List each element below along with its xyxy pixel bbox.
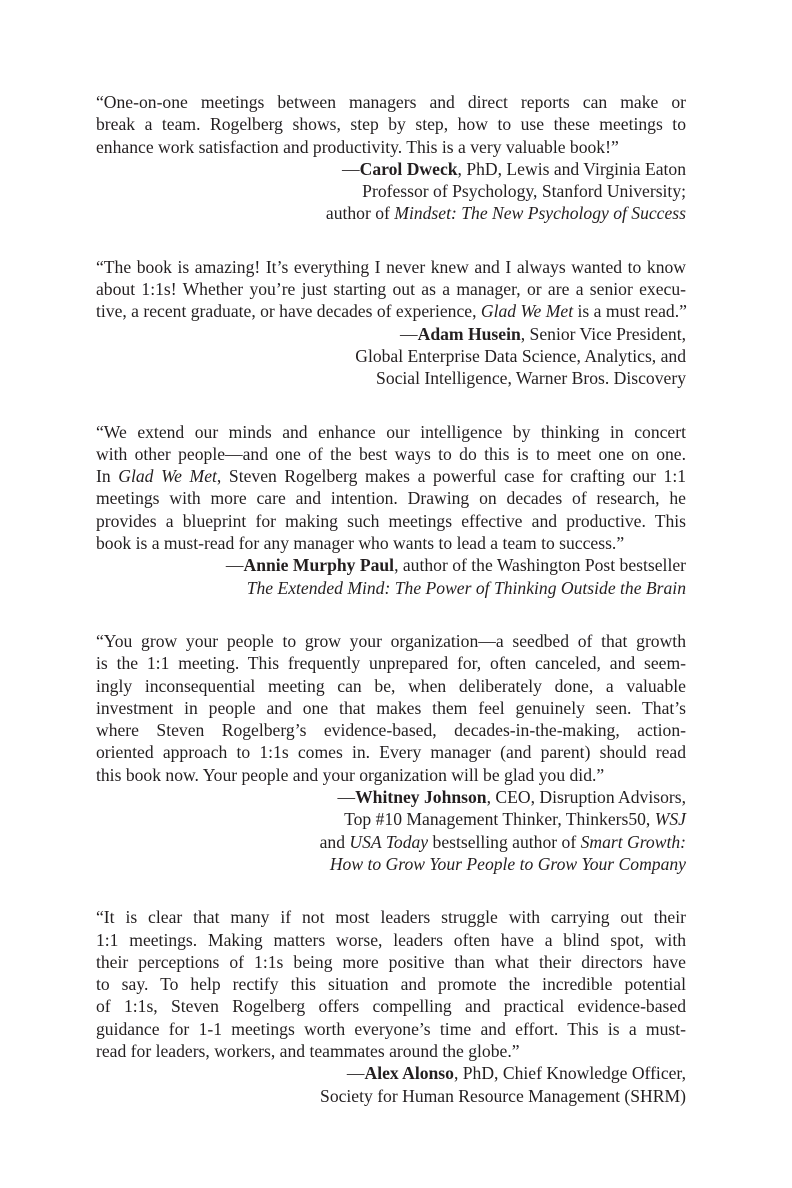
text-segment: , PhD, Chief Knowledge Officer, (453, 1063, 686, 1084)
quote-line: enhance work satisfaction and productivity. This is a very valuable book!” (96, 136, 619, 157)
text-segment: Social Intelligence, Warner Bros. Discovery (376, 368, 686, 389)
endorsements-page (96, 91, 686, 1138)
quote-line: “You grow your people to grow your organization—a seedbed of that growth (96, 630, 686, 651)
quote-line: “It is clear that many if not most leaders struggle with carrying out their (96, 907, 686, 928)
author-name: Annie Murphy Paul (243, 555, 395, 576)
endorsement-blurb (96, 906, 686, 1107)
quote-line: provides a blueprint for making such meetings effective and productive. This (96, 510, 686, 531)
quote-line: investment in people and one that makes them feel genuinely seen. That’s (96, 697, 686, 718)
attribution-line (96, 831, 686, 853)
text-segment: In (96, 466, 119, 487)
attribution-line (96, 853, 686, 875)
text-segment: — (337, 787, 356, 808)
quote-line: where Steven Rogelberg’s evidence-based, decades-in-the-making, action- (96, 720, 686, 741)
quote-line: break a team. Rogelberg shows, step by step, how to use these meetings to (96, 114, 686, 135)
text-segment: Global Enterprise Data Science, Analytics, and (355, 345, 686, 366)
text-segment: — (400, 323, 418, 344)
text-segment: author of (325, 203, 395, 224)
text-segment: — (346, 1063, 365, 1084)
attribution-line (96, 1062, 686, 1084)
quote-line: read for leaders, workers, and teammates around the globe.” (96, 1040, 520, 1061)
author-name: Carol Dweck (359, 158, 458, 179)
text-segment: Society for Human Resource Management (SHRM) (320, 1085, 686, 1106)
attribution-line (96, 202, 686, 224)
attribution-line (96, 345, 686, 367)
text-segment: and (319, 831, 350, 852)
quote-line: 1:1 meetings. Making matters worse, leaders often have a blind spot, with (96, 929, 686, 950)
attribution-line (96, 808, 686, 830)
text-segment: , author of the Washington Post bestseller (394, 555, 686, 576)
quote-line (96, 465, 686, 487)
text-segment: , Senior Vice President, (520, 323, 686, 344)
author-name: Whitney Johnson (355, 787, 487, 808)
attribution-line (96, 180, 686, 202)
quote-line: with other people—and one of the best ways to do this is to meet one on one. (96, 443, 686, 464)
attribution-line (96, 577, 686, 599)
quote-line: this book now. Your people and your organization will be glad you did.” (96, 764, 605, 785)
quote-line: to say. To help rectify this situation and promote the incredible potential (96, 974, 686, 995)
endorsement-blurb (96, 630, 686, 875)
text-segment: is a must read.” (573, 301, 687, 322)
quote-line: about 1:1s! Whether you’re just starting out as a manager, or are a senior execu- (96, 279, 686, 300)
attribution-line (96, 1085, 686, 1107)
author-name: Alex Alonso (364, 1063, 454, 1084)
italic-title: USA Today (349, 831, 429, 852)
text-segment: tive, a recent graduate, or have decades of experience, (96, 301, 481, 322)
quote-line: of 1:1s, Steven Rogelberg offers compelling and practical evidence-based (96, 996, 686, 1017)
quote-line: is the 1:1 meeting. This frequently unprepared for, often canceled, and seem- (96, 653, 686, 674)
quote-line: meetings with more care and intention. Drawing on decades of research, he (96, 488, 686, 509)
quote-line: guidance for 1-1 meetings worth everyone’s time and effort. This is a must- (96, 1018, 686, 1039)
quote-line: “One-on-one meetings between managers and direct reports can make or (96, 92, 686, 112)
italic-title: Smart Growth: (580, 831, 686, 852)
text-segment: Professor of Psychology, Stanford University; (362, 181, 686, 202)
text-segment: Top #10 Management Thinker, Thinkers50, (344, 809, 655, 830)
text-segment: , Steven Rogelberg makes a powerful case for crafting our 1:1 (216, 466, 687, 487)
text-segment: — (342, 158, 360, 179)
italic-title: Glad We Met (480, 301, 574, 322)
italic-title: Glad We Met (118, 466, 217, 487)
italic-title: Mindset: The New Psychology of Success (394, 203, 686, 224)
text-segment: bestselling author of (428, 831, 581, 852)
attribution-line (96, 786, 686, 808)
quote-line (96, 300, 686, 322)
italic-title: How to Grow Your People to Grow Your Company (329, 853, 686, 874)
endorsement-blurb (96, 421, 686, 599)
text-segment: , CEO, Disruption Advisors, (486, 787, 686, 808)
italic-title: The Extended Mind: The Power of Thinking Outside the Brain (246, 577, 686, 598)
author-name: Adam Husein (417, 323, 521, 344)
quote-line: ingly inconsequential meeting can be, when deliberately done, a valuable (96, 675, 686, 696)
quote-line: book is a must-read for any manager who wants to lead a team to success.” (96, 533, 625, 554)
attribution-line (96, 554, 686, 576)
endorsement-blurb (96, 91, 686, 225)
quote-line: “The book is amazing! It’s everything I never knew and I always wanted to know (96, 256, 686, 277)
attribution-line (96, 158, 686, 180)
attribution-line (96, 323, 686, 345)
text-segment: — (225, 555, 244, 576)
quote-line: their perceptions of 1:1s being more positive than what their directors have (96, 951, 686, 972)
endorsement-blurb (96, 256, 686, 390)
text-segment: , PhD, Lewis and Virginia Eaton (457, 158, 686, 179)
quote-line: oriented approach to 1:1s comes in. Every manager (and parent) should read (96, 742, 686, 763)
italic-title: WSJ (654, 809, 686, 830)
quote-line: “We extend our minds and enhance our intelligence by thinking in concert (96, 421, 686, 442)
attribution-line (96, 367, 686, 389)
